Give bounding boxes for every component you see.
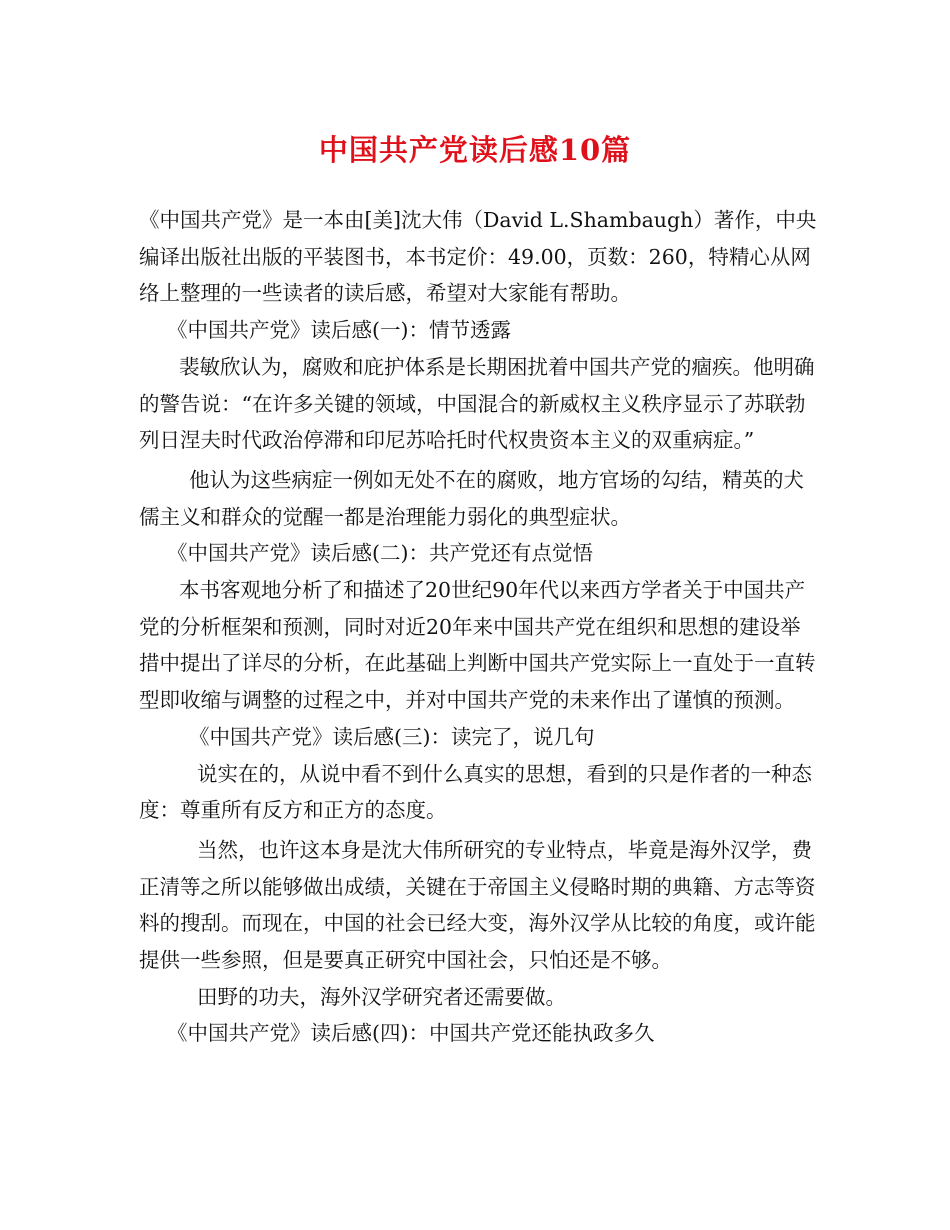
- body-paragraph: 说实在的，从说中看不到什么真实的思想，看到的只是作者的一种态度：尊重所有反方和正方的态度。: [139, 761, 812, 823]
- intro-paragraph: 《中国共产党》是一本由[美]沈大伟（David L.Shambaugh）著作，中央编译出版社出版的平装图书，本书定价：49.00，页数：260，特精心从网络上整理的一些读者的读后感，希望对大家能有帮助。: [139, 208, 817, 306]
- body-paragraph: 当然，也许这本身是沈大伟所研究的专业特点，毕竟是海外汉学，费正清等之所以能够做出成绩，关键在于帝国主义侵略时期的典籍、方志等资料的搜刮。而现在，中国的社会已经大变，海外汉学从比较的角度，或许能提供一些参照，但是要真正研究中国社会，只怕还是不够。: [139, 837, 816, 973]
- section-heading-1: 《中国共产党》读后感(一)：情节透露: [167, 318, 511, 343]
- section-heading-3: 《中国共产党》读后感(三)：读完了，说几句: [189, 724, 595, 749]
- section-heading-2: 《中国共产党》读后感(二)：共产党还有点觉悟: [167, 541, 593, 566]
- section-heading-4: 《中国共产党》读后感(四)：中国共产党还能执政多久: [167, 1021, 655, 1046]
- body-paragraph: 他认为这些病症一例如无处不在的腐败，地方官场的勾结，精英的犬儒主义和群众的觉醒一都是治理能力弱化的典型症状。: [139, 467, 804, 529]
- body-paragraph: 本书客观地分析了和描述了20世纪90年代以来西方学者关于中国共产党的分析框架和预测，同时对近20年来中国共产党在组织和思想的建设举措中提出了详尽的分析，在此基础上判断中国共产党实际上一直处于一直转型即收缩与调整的过程之中，并对中国共产党的未来作出了谨慎的预测。: [139, 578, 816, 713]
- body-paragraph: 裴敏欣认为，腐败和庇护体系是长期困扰着中国共产党的痼疾。他明确的警告说：“在许多关键的领域，中国混合的新威权主义秩序显示了苏联勃列日涅夫时代政治停滞和印尼苏哈托时代权贵资本主义的双重病症。”: [139, 354, 815, 453]
- document-body: [139, 202, 819, 1052]
- body-paragraph: 田野的功夫，海外汉学研究者还需要做。: [197, 984, 566, 1009]
- document-title: 中国共产党读后感10篇: [318, 133, 632, 167]
